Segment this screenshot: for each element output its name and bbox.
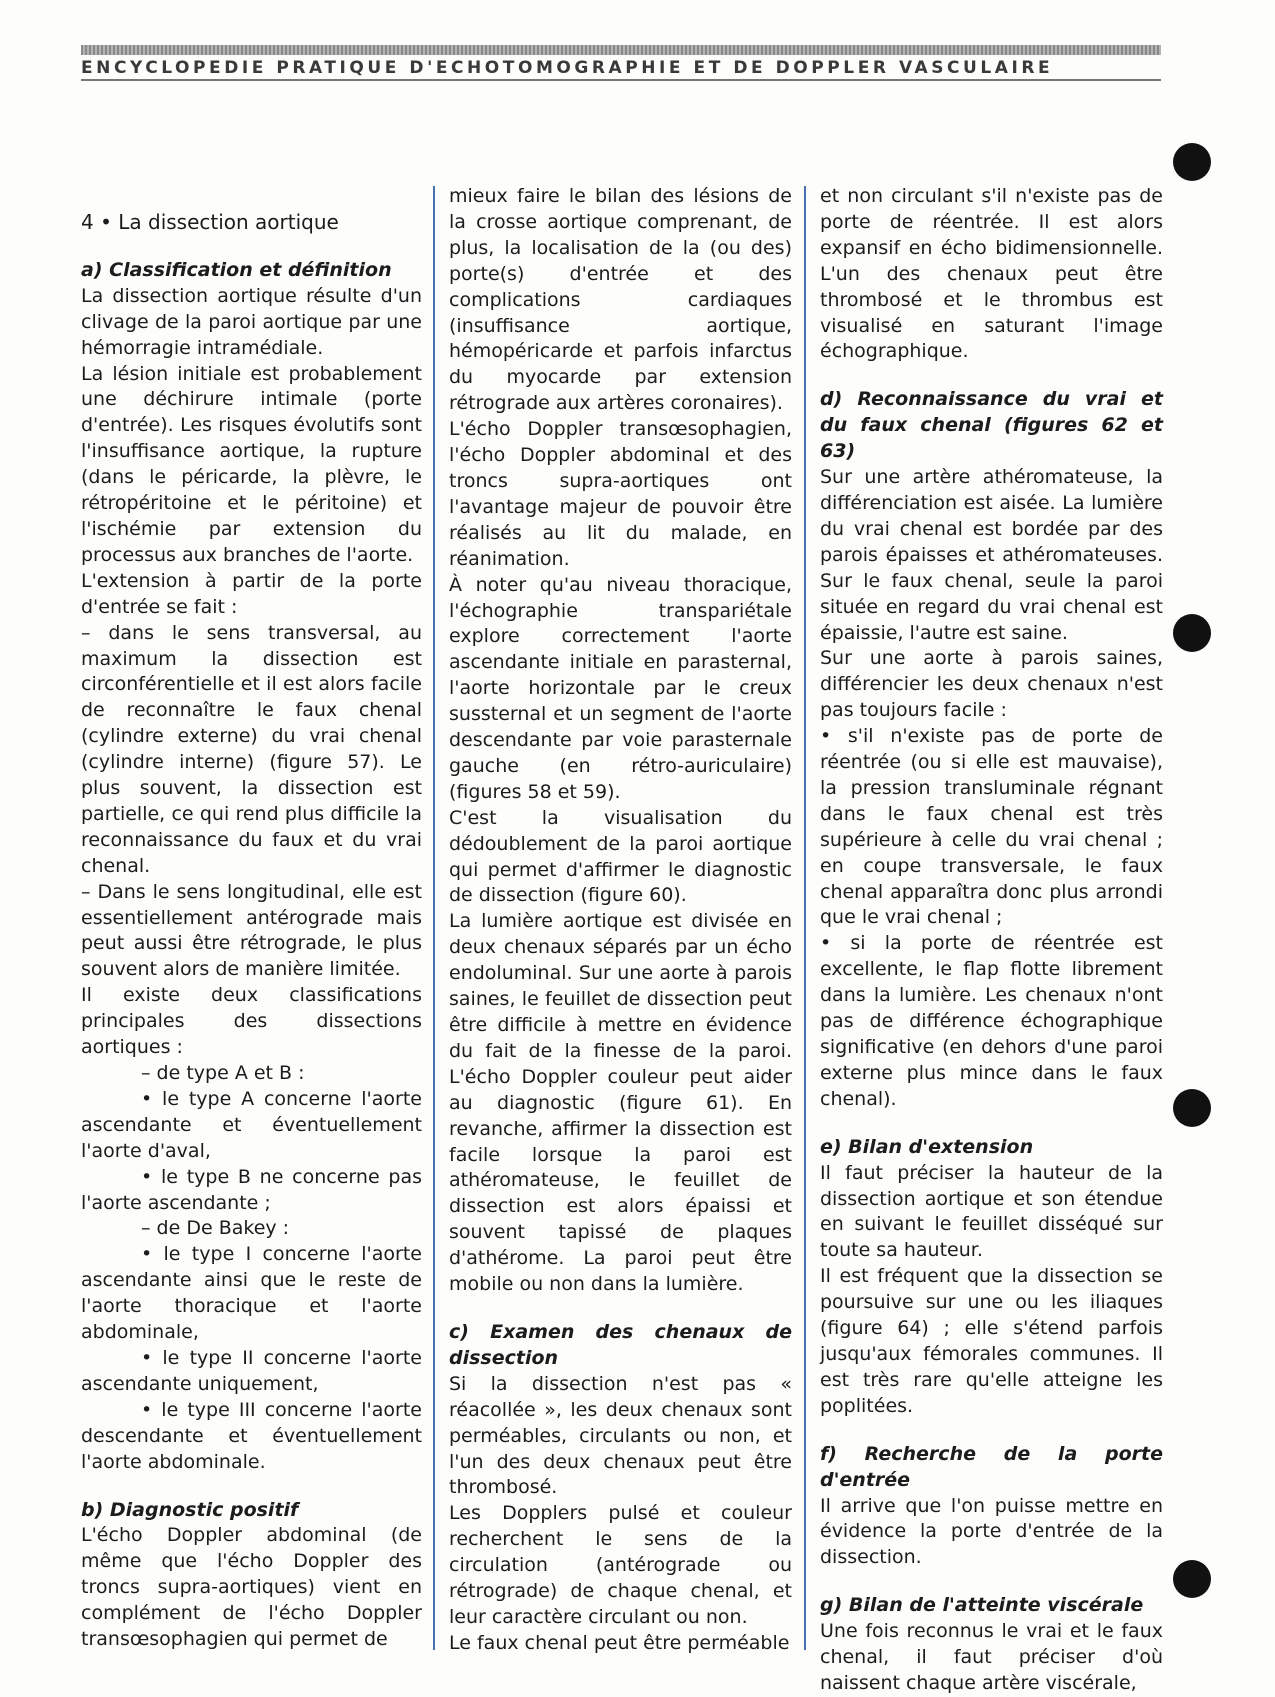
subheading: b) Diagnostic positif <box>81 1498 299 1521</box>
paragraph: La dissection aortique résulte d'un clivage de la paroi aortique par une hémorragie intramédiale. <box>81 284 422 359</box>
list-item: • le type I concerne l'aorte ascendante ainsi que le reste de l'aorte thoracique et l'aorte abdominale, <box>81 1243 422 1344</box>
paragraph: – dans le sens transversal, au maximum la dissection est circonférentielle et il est alors facile de reconnaître le faux chenal (cylindre externe) du vrai chenal (cylindre interne) (figure 57). Le plus souvent, la dissection est partielle, ce qui rend plus difficile la reconnaissance du faux et du vrai chenal. <box>81 621 422 877</box>
column-divider <box>433 186 435 1650</box>
paragraph: Sur une artère athéromateuse, la différenciation est aisée. La lumière du vrai chenal est bordée par des parois épaisses et athéromateuses. Sur le faux chenal, seule la paroi située en regard du vrai chenal est épaissie, l'autre est saine. <box>820 466 1163 644</box>
paragraph: Sur une aorte à parois saines, différencier les deux chenaux n'est pas toujours facile : <box>820 647 1163 722</box>
running-header: ENCYCLOPEDIE PRATIQUE D'ECHOTOMOGRAPHIE ET DE DOPPLER VASCULAIRE <box>81 58 1054 78</box>
paragraph: C'est la visualisation du dédoublement de la paroi aortique qui permet d'affirmer le diagnostic de dissection (figure 60). <box>449 806 792 907</box>
list-item: • le type A concerne l'aorte ascendante et éventuellement l'aorte d'aval, <box>81 1087 422 1162</box>
subheading: f) Recherche de la porte d'entrée <box>820 1442 1163 1491</box>
paragraph: L'écho Doppler abdominal (de même que l'écho Doppler des troncs supra-aortiques) vient en complément de l'écho Doppler transœsophagien qui permet de <box>81 1524 422 1651</box>
list-item: – de type A et B : <box>141 1062 305 1084</box>
header-rule <box>81 79 1161 81</box>
paragraph: Si la dissection n'est pas « réacollée », les deux chenaux sont perméables, circulants ou non, et l'un des deux chenaux peut être thrombosé. <box>449 1372 792 1499</box>
binder-hole <box>1173 1560 1211 1598</box>
list-item: • le type B ne concerne pas l'aorte ascendante ; <box>81 1165 422 1214</box>
paragraph: Il faut préciser la hauteur de la dissection aortique et son étendue en suivant le feuillet disséqué sur toute sa hauteur. <box>820 1161 1163 1262</box>
subheading: g) Bilan de l'atteinte viscérale <box>820 1594 1144 1617</box>
paragraph: Le faux chenal peut être perméable <box>449 1631 790 1654</box>
paragraph: Il existe deux classifications principales des dissections aortiques : <box>81 984 422 1059</box>
paragraph: La lésion initiale est probablement une déchirure intimale (porte d'entrée). Les risques évolutifs sont l'insuffisance aortique, la rupture (dans le péricarde, la plèvre, le rétropéritoine et le péritoine) et l'ischémie par extension du processus aux branches de l'aorte. <box>81 362 422 566</box>
paragraph: Il arrive que l'on puisse mettre en évidence la porte d'entrée de la dissection. <box>820 1494 1163 1569</box>
paragraph: L'écho Doppler transœsophagien, l'écho Doppler abdominal et des troncs supra-aortiques ont l'avantage majeur de pouvoir être réalisés au lit du malade, en réanimation. <box>449 418 792 570</box>
list-item: • le type III concerne l'aorte descendante et éventuellement l'aorte abdominale. <box>81 1398 422 1473</box>
paragraph: – Dans le sens longitudinal, elle est essentiellement antérograde mais peut aussi être rétrograde, le plus souvent alors de manière limitée. <box>81 880 422 981</box>
paragraph: À noter qu'au niveau thoracique, l'échographie transpariétale explore correctement l'aorte ascendante initiale en parasternal, l'aorte horizontale par le creux sussternal et un segment de l'aorte descendante par voie parasternale gauche (en rétro-auriculaire) (figures 58 et 59). <box>449 573 792 803</box>
column-1 <box>81 184 422 1653</box>
section-title: 4 • La dissection aortique <box>81 210 339 234</box>
subheading: e) Bilan d'extension <box>820 1135 1034 1158</box>
list-item: – de De Bakey : <box>141 1217 290 1240</box>
paragraph: mieux faire le bilan des lésions de la crosse aortique comprenant, de plus, la localisation de la (ou des) porte(s) d'entrée et des complications cardiaques (insuffisance aortique, hémopéricarde et parfois infarctus du myocarde par extension rétrograde aux artères coronaires). <box>449 185 792 415</box>
paragraph: et non circulant s'il n'existe pas de porte de réentrée. Il est alors expansif en écho bidimensionnelle. L'un des chenaux peut être thrombosé et le thrombus est visualisé en saturant l'image échographique. <box>820 185 1163 363</box>
binder-hole <box>1173 614 1211 652</box>
binder-hole <box>1173 143 1211 181</box>
list-item: • le type II concerne l'aorte ascendante uniquement, <box>81 1346 422 1395</box>
paragraph: Il est fréquent que la dissection se poursuive sur une ou les iliaques (figure 64) ; elle s'étend parfois jusqu'aux fémorales communes. Il est très rare qu'elle atteigne les poplitées. <box>820 1265 1163 1417</box>
paragraph: • si la porte de réentrée est excellente, le flap flotte librement dans la lumière. Les chenaux n'ont pas de différence échographique significative (en dehors d'une paroi externe plus mince dans le faux chenal). <box>820 932 1163 1110</box>
subheading: a) Classification et définition <box>81 258 392 281</box>
header-band <box>81 45 1161 55</box>
paragraph: La lumière aortique est divisée en deux chenaux séparés par un écho endoluminal. Sur une aorte à parois saines, le feuillet de dissection peut être difficile à mettre en évidence du fait de la finesse de la paroi. L'écho Doppler couleur peut aider au diagnostic (figure 61). En revanche, affirmer la dissection est facile lorsque la paroi est athéromateuse, le feuillet de dissection est alors épaissi et souvent tapissé de plaques d'athérome. La paroi peut être mobile ou non dans la lumière. <box>449 910 792 1296</box>
column-divider <box>804 186 806 1650</box>
paragraph: • s'il n'existe pas de porte de réentrée (ou si elle est mauvaise), la pression transluminale régnant dans le faux chenal est très supérieure à celle du vrai chenal ; en coupe transversale, le faux chenal apparaîtra donc plus arrondi que le vrai chenal ; <box>820 725 1163 929</box>
paragraph: Une fois reconnus le vrai et le faux chenal, il faut préciser d'où naissent chaque artère viscérale, <box>820 1620 1163 1694</box>
subheading: d) Reconnaissance du vrai et du faux chenal (figures 62 et 63) <box>820 388 1163 463</box>
column-2 <box>449 184 792 1657</box>
subheading: c) Examen des chenaux de dissection <box>449 1320 792 1369</box>
binder-hole <box>1173 1089 1211 1127</box>
column-3 <box>820 184 1163 1697</box>
paragraph: Les Dopplers pulsé et couleur recherchent le sens de la circulation (antérograde ou rétrograde) de chaque chenal, et leur caractère circulant ou non. <box>449 1502 792 1628</box>
paragraph: L'extension à partir de la porte d'entrée se fait : <box>81 569 422 618</box>
